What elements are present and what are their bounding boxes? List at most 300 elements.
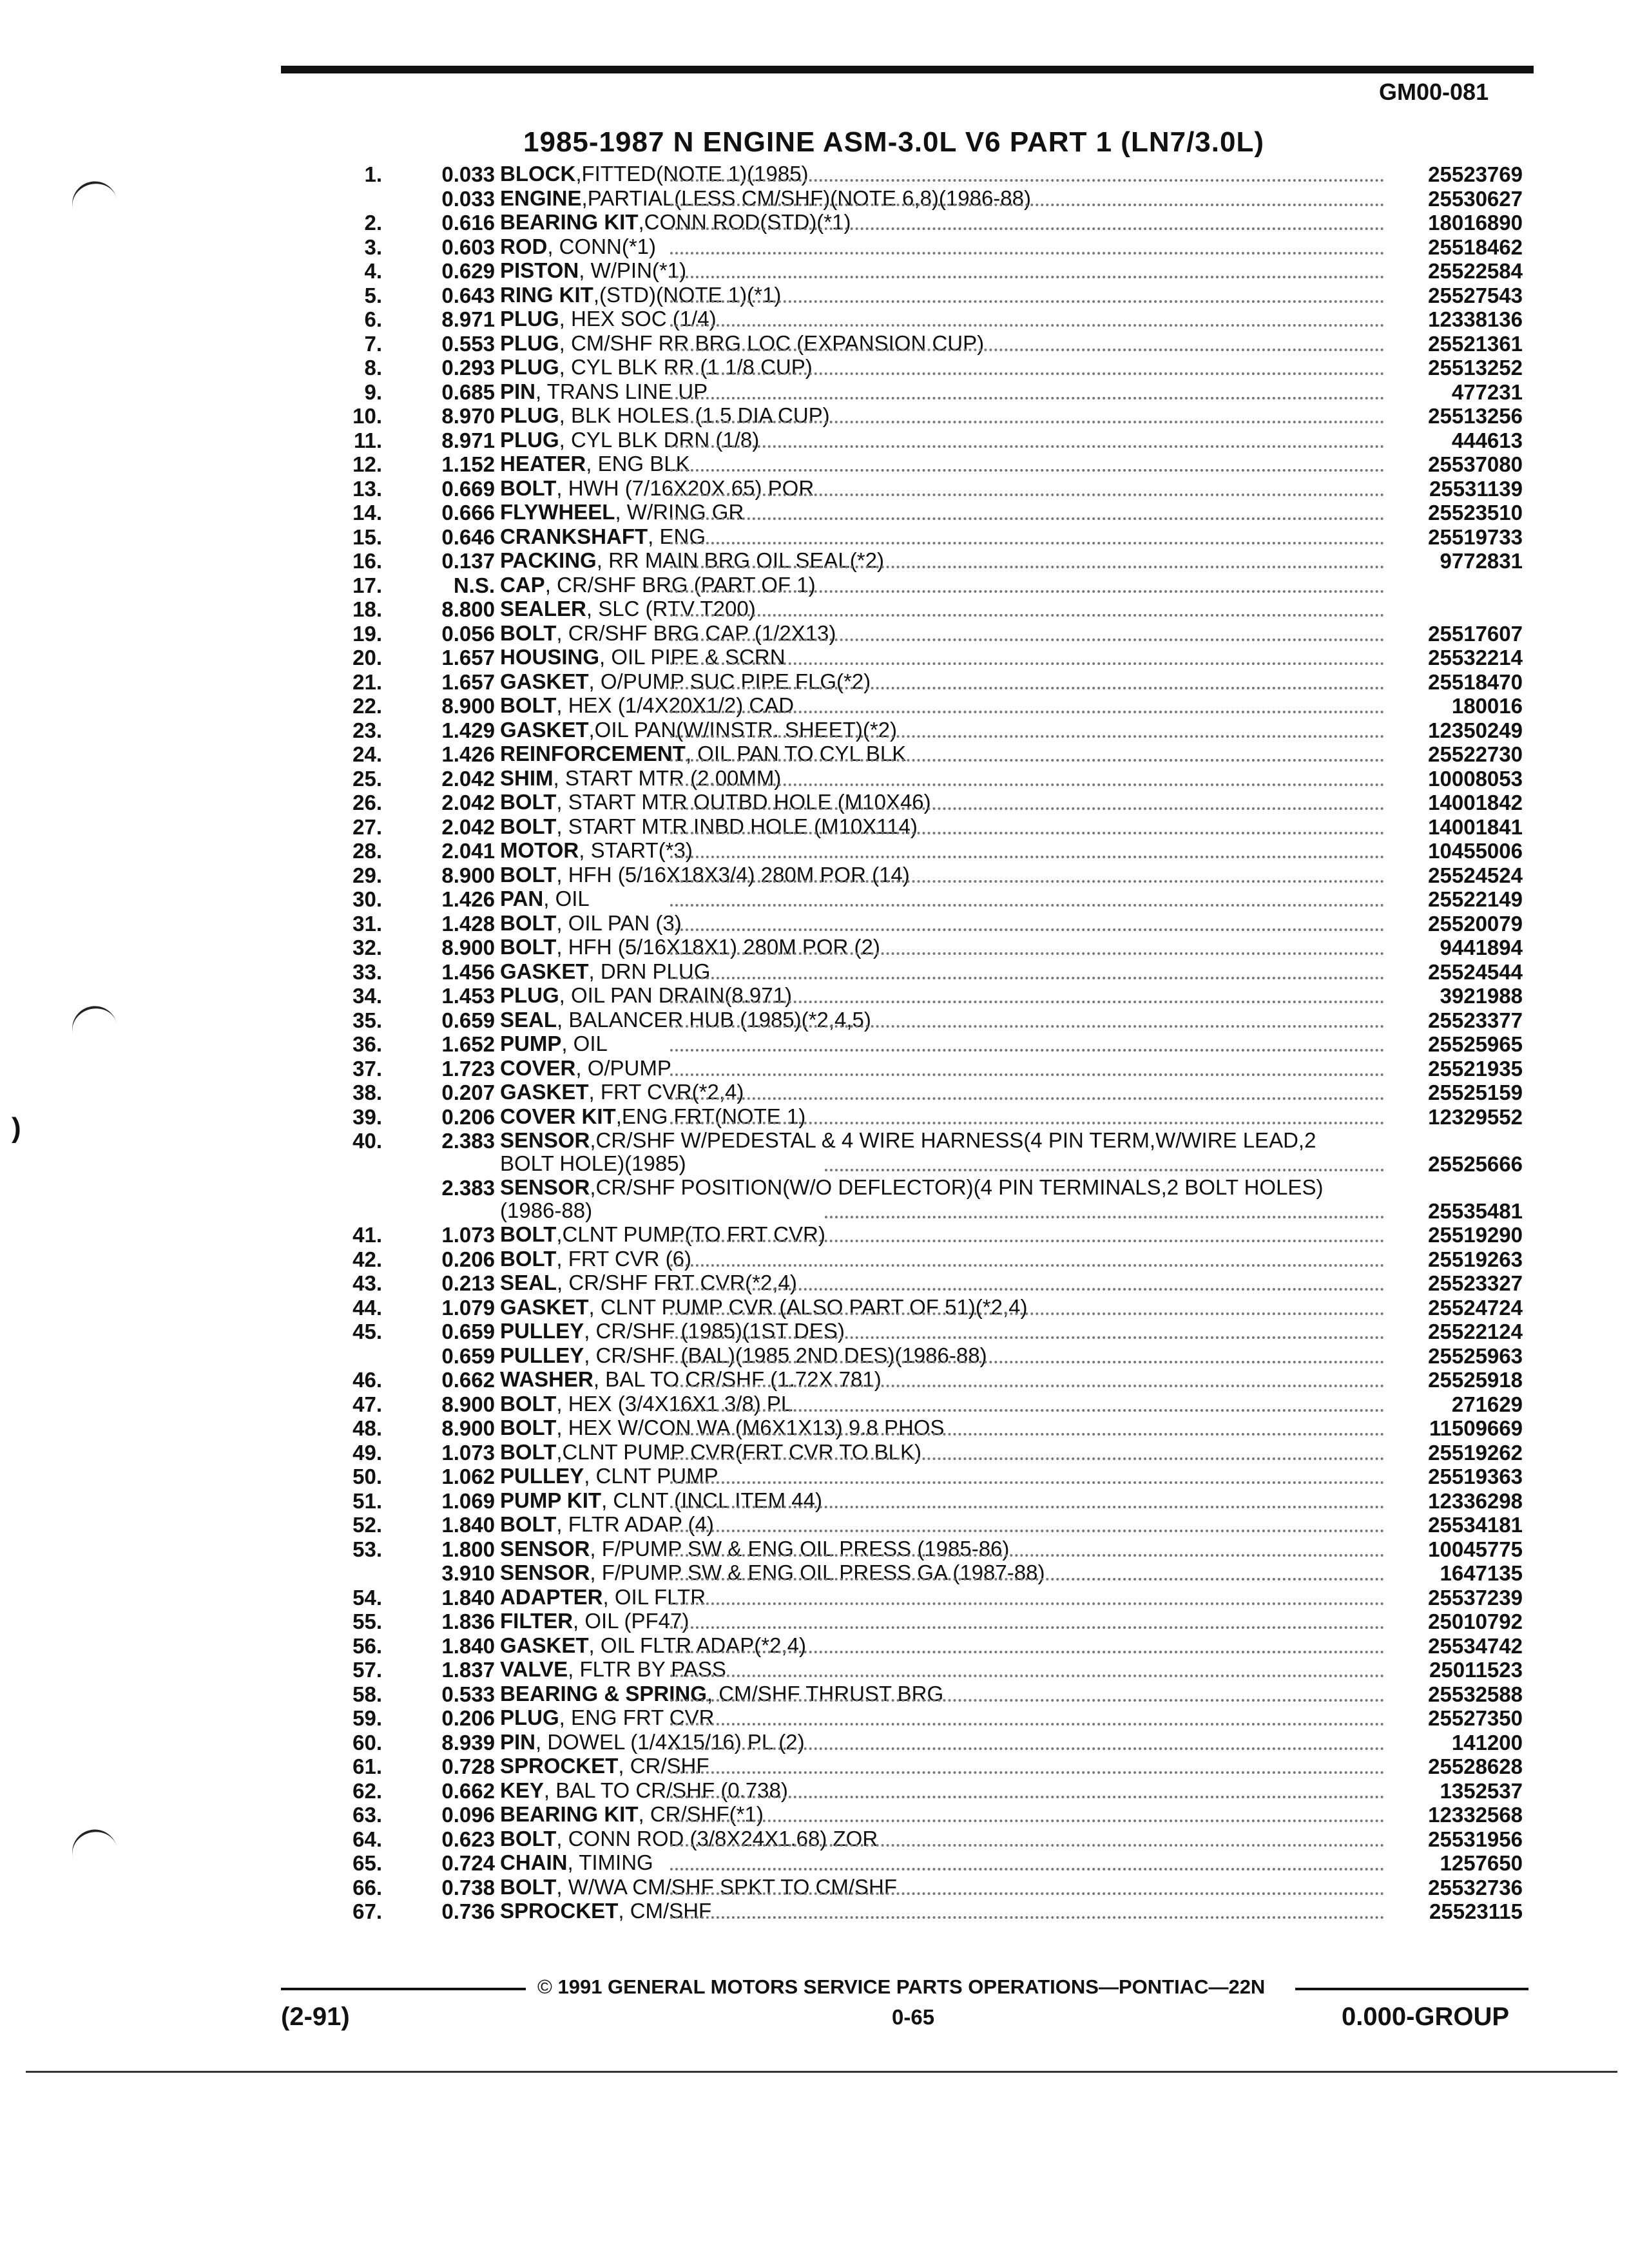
part-number: 25527543 [1428, 283, 1523, 307]
part-detail: , O/PUMP SUC PIPE FLG(*2) [588, 669, 871, 693]
dot-leader [670, 590, 1384, 593]
part-number: 10045775 [1428, 1537, 1523, 1561]
part-name: BOLT [500, 1246, 557, 1271]
part-row [0, 1223, 1629, 1247]
group-code: 0.724 [441, 1851, 495, 1875]
part-row [0, 1176, 1629, 1223]
part-detail: , CM/SHF THRUST BRG [706, 1681, 944, 1706]
part-detail: ,CLNT PUMP(TO FRT CVR) [556, 1222, 825, 1246]
part-name: WASHER [500, 1367, 593, 1391]
item-number: 21. [352, 669, 382, 694]
part-row [0, 477, 1629, 501]
part-number: 25525963 [1428, 1343, 1523, 1368]
part-name: PLUG [500, 403, 559, 427]
group-code: 0.738 [441, 1875, 495, 1899]
part-name: ENGINE [500, 186, 582, 210]
group-code: 0.685 [441, 380, 495, 404]
group-code: 0.206 [441, 1247, 495, 1271]
part-detail: ,OIL PAN(W/INSTR. SHEET)(*2) [588, 717, 898, 742]
part-detail: , RR MAIN BRG OIL SEAL(*2) [596, 548, 884, 572]
part-detail: , CM/SHF [618, 1899, 712, 1923]
part-detail: , OIL FLTR [602, 1584, 706, 1609]
dot-leader [670, 1457, 1384, 1460]
part-detail: , FLTR ADAP (4) [556, 1512, 714, 1536]
part-number: 9772831 [1440, 549, 1523, 573]
part-number: 25537239 [1428, 1585, 1523, 1610]
part-number: 25522124 [1428, 1320, 1523, 1343]
part-description [500, 356, 1389, 379]
part-name: BEARING KIT [500, 210, 639, 234]
item-number: 1. [364, 162, 382, 186]
dot-leader [670, 1916, 1384, 1919]
item-number: 3. [364, 235, 382, 259]
part-description [500, 670, 1389, 693]
group-code: 1.073 [441, 1440, 495, 1465]
part-number: 25525918 [1428, 1368, 1523, 1392]
item-number: 26. [352, 791, 382, 814]
group-code: 0.553 [441, 331, 495, 356]
part-detail: , OIL PIPE & SCRN [599, 645, 786, 669]
part-description [500, 235, 1389, 258]
part-row [0, 356, 1629, 380]
part-row [0, 1658, 1629, 1682]
dot-leader [670, 1675, 1384, 1677]
part-detail: , CR/SHF BRG (PART OF 1) [545, 572, 816, 597]
dot-leader [670, 1554, 1384, 1557]
item-number: 31. [352, 911, 382, 936]
group-code: 0.666 [441, 501, 495, 524]
dot-leader [670, 807, 1384, 810]
group-code: 1.840 [441, 1513, 495, 1537]
dot-leader [670, 227, 1384, 230]
part-row [0, 1416, 1629, 1441]
part-name: PLUG [500, 331, 559, 355]
part-number: 25523510 [1428, 501, 1523, 524]
part-number: 271629 [1451, 1392, 1523, 1416]
item-number: 64. [352, 1827, 382, 1851]
group-code: 0.033 [441, 162, 495, 186]
group-code: 8.939 [441, 1730, 495, 1754]
part-description [500, 1392, 1389, 1416]
dot-leader [670, 1892, 1384, 1895]
part-number: 25519263 [1428, 1247, 1523, 1271]
part-number: 25521935 [1428, 1056, 1523, 1081]
part-detail: , CR/SHF BRG CAP (1/2X13) [556, 620, 836, 645]
part-row [0, 694, 1629, 718]
part-number: 25522149 [1428, 887, 1523, 911]
group-code: 1.657 [441, 669, 495, 694]
part-name: SENSOR [500, 1561, 590, 1584]
part-row [0, 1032, 1629, 1057]
item-number: 58. [352, 1682, 382, 1706]
item-number: 44. [352, 1295, 382, 1320]
group-code: 2.383 [441, 1176, 495, 1200]
part-row [0, 1731, 1629, 1755]
dot-leader [825, 1169, 1384, 1171]
part-number: 25532214 [1428, 646, 1523, 669]
item-number: 51. [352, 1488, 382, 1513]
dot-leader [670, 1844, 1384, 1847]
part-number: 25519733 [1428, 524, 1523, 549]
part-name: BOLT [500, 1391, 557, 1416]
part-name: BOLT [500, 1416, 557, 1439]
dot-leader [670, 445, 1384, 448]
part-row [0, 404, 1629, 428]
part-detail: , BAL TO CR/SHF (0.738) [543, 1778, 788, 1802]
group-code: 0.736 [441, 1899, 495, 1923]
part-detail: , FRT CVR(*2,4) [588, 1080, 744, 1104]
part-description [500, 1081, 1389, 1104]
group-code: 0.662 [441, 1778, 495, 1803]
dot-leader [670, 1530, 1384, 1532]
part-detail: , ENG BLK [586, 452, 690, 476]
part-name: SENSOR [500, 1175, 590, 1199]
part-number: 25011523 [1429, 1658, 1523, 1682]
group-code: 0.662 [441, 1368, 495, 1392]
part-row [0, 1271, 1629, 1296]
part-number: 1352537 [1440, 1778, 1523, 1803]
group-code: 0.533 [441, 1682, 495, 1706]
group-code: 1.453 [441, 984, 495, 1008]
part-number: 25524524 [1428, 863, 1523, 887]
item-number: 38. [352, 1081, 382, 1104]
group-code: 8.970 [441, 404, 495, 428]
part-detail: , OIL PAN (3) [556, 910, 682, 935]
part-detail: , W/PIN(*1) [579, 258, 687, 282]
part-row [0, 1105, 1629, 1129]
part-detail: , CYL BLK DRN (1/8) [559, 427, 760, 452]
dot-leader [670, 566, 1384, 568]
part-description [500, 404, 1389, 427]
group-code: 2.041 [441, 839, 495, 863]
part-detail: , START(*3) [579, 838, 693, 862]
revision-date: (2-91) [281, 2003, 350, 2031]
part-detail: , CR/SHF [618, 1754, 709, 1778]
part-detail: , TRANS LINE UP [535, 379, 708, 403]
part-name: BLOCK [500, 162, 576, 186]
item-number: 55. [352, 1610, 382, 1633]
item-number: 24. [352, 742, 382, 766]
part-description [500, 1610, 1389, 1633]
item-number: 42. [352, 1247, 382, 1271]
part-detail: ,CR/SHF POSITION(W/O DEFLECTOR)(4 PIN TERMINALS,2 BOLT HOLES)(1986-88) [500, 1175, 1324, 1222]
part-name: PLUG [500, 307, 559, 331]
part-name: COVER KIT [500, 1104, 616, 1128]
part-name: GASKET [500, 1633, 589, 1657]
part-description [500, 718, 1389, 742]
footer-rule-left [281, 1988, 526, 1990]
item-number: 53. [352, 1537, 382, 1561]
group-code: 1.428 [441, 911, 495, 936]
group-code: 8.800 [441, 597, 495, 621]
item-number: 6. [364, 307, 382, 331]
part-number: 25524544 [1428, 959, 1523, 984]
group-code: 0.293 [441, 356, 495, 380]
item-number: 13. [352, 476, 382, 501]
group-code: 0.616 [441, 211, 495, 235]
part-detail: , HEX (3/4X16X1 3/8) PL [556, 1391, 793, 1416]
part-name: BOLT [500, 935, 557, 959]
part-description [500, 887, 1389, 910]
copyright-mark: © [537, 1975, 552, 1998]
part-name: PISTON [500, 258, 579, 282]
part-detail: ,(STD)(NOTE 1)(*1) [593, 282, 782, 307]
item-number: 46. [352, 1368, 382, 1392]
part-detail: , HFH (5/16X18X3/4) 280M POR (14) [556, 862, 910, 887]
part-row [0, 428, 1629, 453]
dot-leader [670, 204, 1384, 206]
part-row [0, 597, 1629, 622]
part-name: BOLT [500, 620, 557, 645]
part-row [0, 1129, 1629, 1176]
item-number: 22. [352, 694, 382, 718]
part-number: 25527350 [1428, 1706, 1523, 1730]
part-row [0, 839, 1629, 863]
dot-leader [670, 735, 1384, 738]
part-number: 25532736 [1428, 1875, 1523, 1899]
part-name: MOTOR [500, 838, 579, 862]
part-detail: , CYL BLK RR (1 1/8 CUP) [559, 355, 813, 379]
part-description [500, 839, 1389, 862]
group-code: 0.629 [441, 259, 495, 283]
part-number: 25523115 [1429, 1899, 1523, 1923]
part-name: PAN [500, 887, 544, 910]
group-code: 0.646 [441, 524, 495, 549]
part-number: 12336298 [1428, 1488, 1523, 1513]
part-number: 25534742 [1428, 1633, 1523, 1658]
part-detail: ,CR/SHF W/PEDESTAL & 4 WIRE HARNESS(4 PIN TERM,W/WIRE LEAD,2 BOLT HOLE)(1985) [500, 1128, 1316, 1175]
item-number: 32. [352, 936, 382, 959]
group-code: 1.652 [441, 1032, 495, 1056]
dot-leader [670, 1049, 1384, 1052]
part-detail: , CLNT PUMP CVR (ALSO PART OF 51)(*2,4) [588, 1294, 1028, 1319]
group-code: 1.429 [441, 718, 495, 742]
part-row [0, 162, 1629, 187]
part-detail: , HEX SOC (1/4) [559, 307, 717, 331]
part-name: PIN [500, 379, 536, 403]
part-description [500, 1057, 1389, 1080]
part-row [0, 1465, 1629, 1489]
part-detail: , HEX W/CON WA (M6X1X13) 9.8 PHOS [556, 1416, 945, 1439]
group-code: 0.213 [441, 1271, 495, 1295]
part-description [500, 1827, 1389, 1850]
group-code: 1.657 [441, 646, 495, 669]
dot-leader [670, 1001, 1384, 1003]
part-number: 25531139 [1429, 476, 1523, 501]
dot-leader [670, 880, 1384, 883]
part-row [0, 863, 1629, 888]
item-number: 45. [352, 1320, 382, 1343]
group-code: 8.900 [441, 936, 495, 959]
part-description [500, 452, 1389, 476]
part-name: SHIM [500, 765, 554, 790]
dot-leader [670, 324, 1384, 327]
part-description [500, 1465, 1389, 1488]
item-number: 12. [352, 452, 382, 476]
item-number: 61. [352, 1754, 382, 1778]
part-name: BOLT [500, 814, 557, 838]
part-name: GASKET [500, 1294, 589, 1319]
part-description [500, 187, 1389, 210]
part-row [0, 1392, 1629, 1417]
part-row [0, 1561, 1629, 1586]
item-number: 25. [352, 766, 382, 791]
item-number: 29. [352, 863, 382, 887]
dot-leader [670, 928, 1384, 931]
part-detail: , OIL [561, 1032, 608, 1055]
part-name: VALVE [500, 1657, 568, 1681]
part-row [0, 1320, 1629, 1344]
part-detail: , O/PUMP [575, 1055, 671, 1080]
item-number: 15. [352, 524, 382, 549]
part-description [500, 912, 1389, 935]
part-name: PUMP KIT [500, 1488, 602, 1512]
part-number: 14001841 [1428, 814, 1523, 839]
part-description [500, 1320, 1389, 1343]
part-detail: , CLNT PUMP [584, 1464, 718, 1488]
item-number: 14. [352, 501, 382, 524]
part-description [500, 477, 1389, 500]
part-detail: , DOWEL (1/4X15/16) PL (2) [535, 1729, 805, 1754]
item-number: 49. [352, 1440, 382, 1465]
part-name: REINFORCEMENT [500, 742, 686, 765]
part-row [0, 1827, 1629, 1852]
part-number: 25519363 [1428, 1465, 1523, 1488]
part-row [0, 1779, 1629, 1803]
dot-leader [670, 372, 1384, 375]
part-number: 25523769 [1428, 162, 1523, 186]
part-row [0, 1537, 1629, 1562]
footer-rule-right [1295, 1988, 1528, 1990]
part-description [500, 1754, 1389, 1778]
dot-leader [670, 1122, 1384, 1124]
group-code: 2.042 [441, 766, 495, 791]
part-name: PLUG [500, 355, 559, 379]
item-number: 54. [352, 1585, 382, 1610]
item-number: 2. [364, 211, 382, 235]
dot-leader [670, 300, 1384, 303]
dot-leader [670, 1073, 1384, 1076]
dot-leader [670, 1506, 1384, 1508]
part-detail: , FRT CVR (6) [556, 1246, 692, 1271]
item-number: 18. [352, 597, 382, 621]
part-number: 10008053 [1428, 766, 1523, 791]
part-detail: , BALANCER HUB (1985)(*2,4,5) [557, 1007, 871, 1032]
part-name: BOLT [500, 1874, 557, 1899]
part-number: 12338136 [1428, 307, 1523, 331]
part-description [500, 863, 1389, 887]
part-detail: , DRN PLUG [588, 959, 711, 983]
part-number: 25522730 [1428, 742, 1523, 766]
item-number: 11. [353, 428, 382, 452]
group-code: 0.206 [441, 1706, 495, 1730]
group-code: 0.728 [441, 1754, 495, 1778]
part-row [0, 1247, 1629, 1272]
part-row [0, 1754, 1629, 1779]
part-detail: , CONN(*1) [547, 234, 657, 258]
part-description [500, 1537, 1389, 1561]
item-number: 62. [352, 1778, 382, 1803]
part-description [500, 1658, 1389, 1681]
dot-leader [670, 1097, 1384, 1100]
dot-leader [670, 276, 1384, 278]
item-number: 52. [352, 1513, 382, 1537]
dot-leader [670, 952, 1384, 955]
part-description [500, 646, 1389, 669]
part-description [500, 1731, 1389, 1754]
dot-leader [670, 1747, 1384, 1750]
item-number: 60. [352, 1730, 382, 1754]
part-row [0, 622, 1629, 646]
part-description [500, 597, 1389, 620]
part-name: SEALER [500, 597, 586, 620]
dot-leader [670, 397, 1384, 399]
part-name: COVER [500, 1055, 576, 1080]
scan-edge-line [26, 2071, 1617, 2073]
part-name: SEAL [500, 1271, 557, 1294]
part-name: KEY [500, 1778, 544, 1802]
dot-leader [670, 1796, 1384, 1798]
part-number: 10455006 [1428, 839, 1523, 863]
item-number: 28. [352, 839, 382, 863]
part-detail: , CM/SHF RR BRG LOC (EXPANSION CUP) [559, 331, 985, 355]
part-name: PLUG [500, 427, 559, 452]
part-row [0, 452, 1629, 477]
part-name: ADAPTER [500, 1584, 603, 1609]
part-description [500, 1271, 1389, 1294]
part-description [500, 767, 1389, 790]
part-name: PUMP [500, 1032, 562, 1055]
part-detail: ,CONN ROD(STD)(*1) [638, 210, 851, 234]
dot-leader [670, 252, 1384, 255]
part-name: HEATER [500, 452, 586, 476]
part-name: SENSOR [500, 1536, 590, 1561]
part-row [0, 670, 1629, 695]
part-name: BOLT [500, 1222, 557, 1246]
part-number: 25519262 [1428, 1440, 1523, 1465]
part-row [0, 936, 1629, 960]
part-row [0, 573, 1629, 598]
part-name: FILTER [500, 1609, 574, 1633]
part-name: PULLEY [500, 1343, 584, 1367]
part-row [0, 187, 1629, 211]
part-detail: , CONN ROD (3/8X24X1.68) ZOR [556, 1826, 878, 1850]
part-row [0, 1682, 1629, 1707]
part-name: PLUG [500, 1706, 559, 1729]
item-number: 17. [352, 573, 382, 597]
part-name: SENSOR [500, 1128, 590, 1152]
item-number: 20. [352, 646, 382, 669]
part-name: BOLT [500, 1439, 557, 1464]
part-number: 25517607 [1428, 621, 1523, 646]
group-code: 8.971 [441, 428, 495, 452]
group-code: 1.062 [441, 1465, 495, 1488]
part-row [0, 501, 1629, 525]
group-code: 1.836 [441, 1610, 495, 1633]
part-detail: , START MTR (2.00MM) [553, 765, 782, 790]
group-code: 0.659 [441, 1008, 495, 1032]
part-detail: , CR/SHF FRT CVR(*2,4) [557, 1271, 797, 1294]
part-name: PULLEY [500, 1319, 584, 1343]
item-number: 4. [364, 259, 382, 283]
part-detail: , TIMING [567, 1850, 653, 1874]
parts-list [0, 162, 1629, 1924]
dot-leader [670, 494, 1384, 496]
part-name: HOUSING [500, 645, 600, 669]
item-number: 65. [352, 1851, 382, 1875]
dot-leader [670, 1868, 1384, 1870]
part-row [0, 791, 1629, 815]
